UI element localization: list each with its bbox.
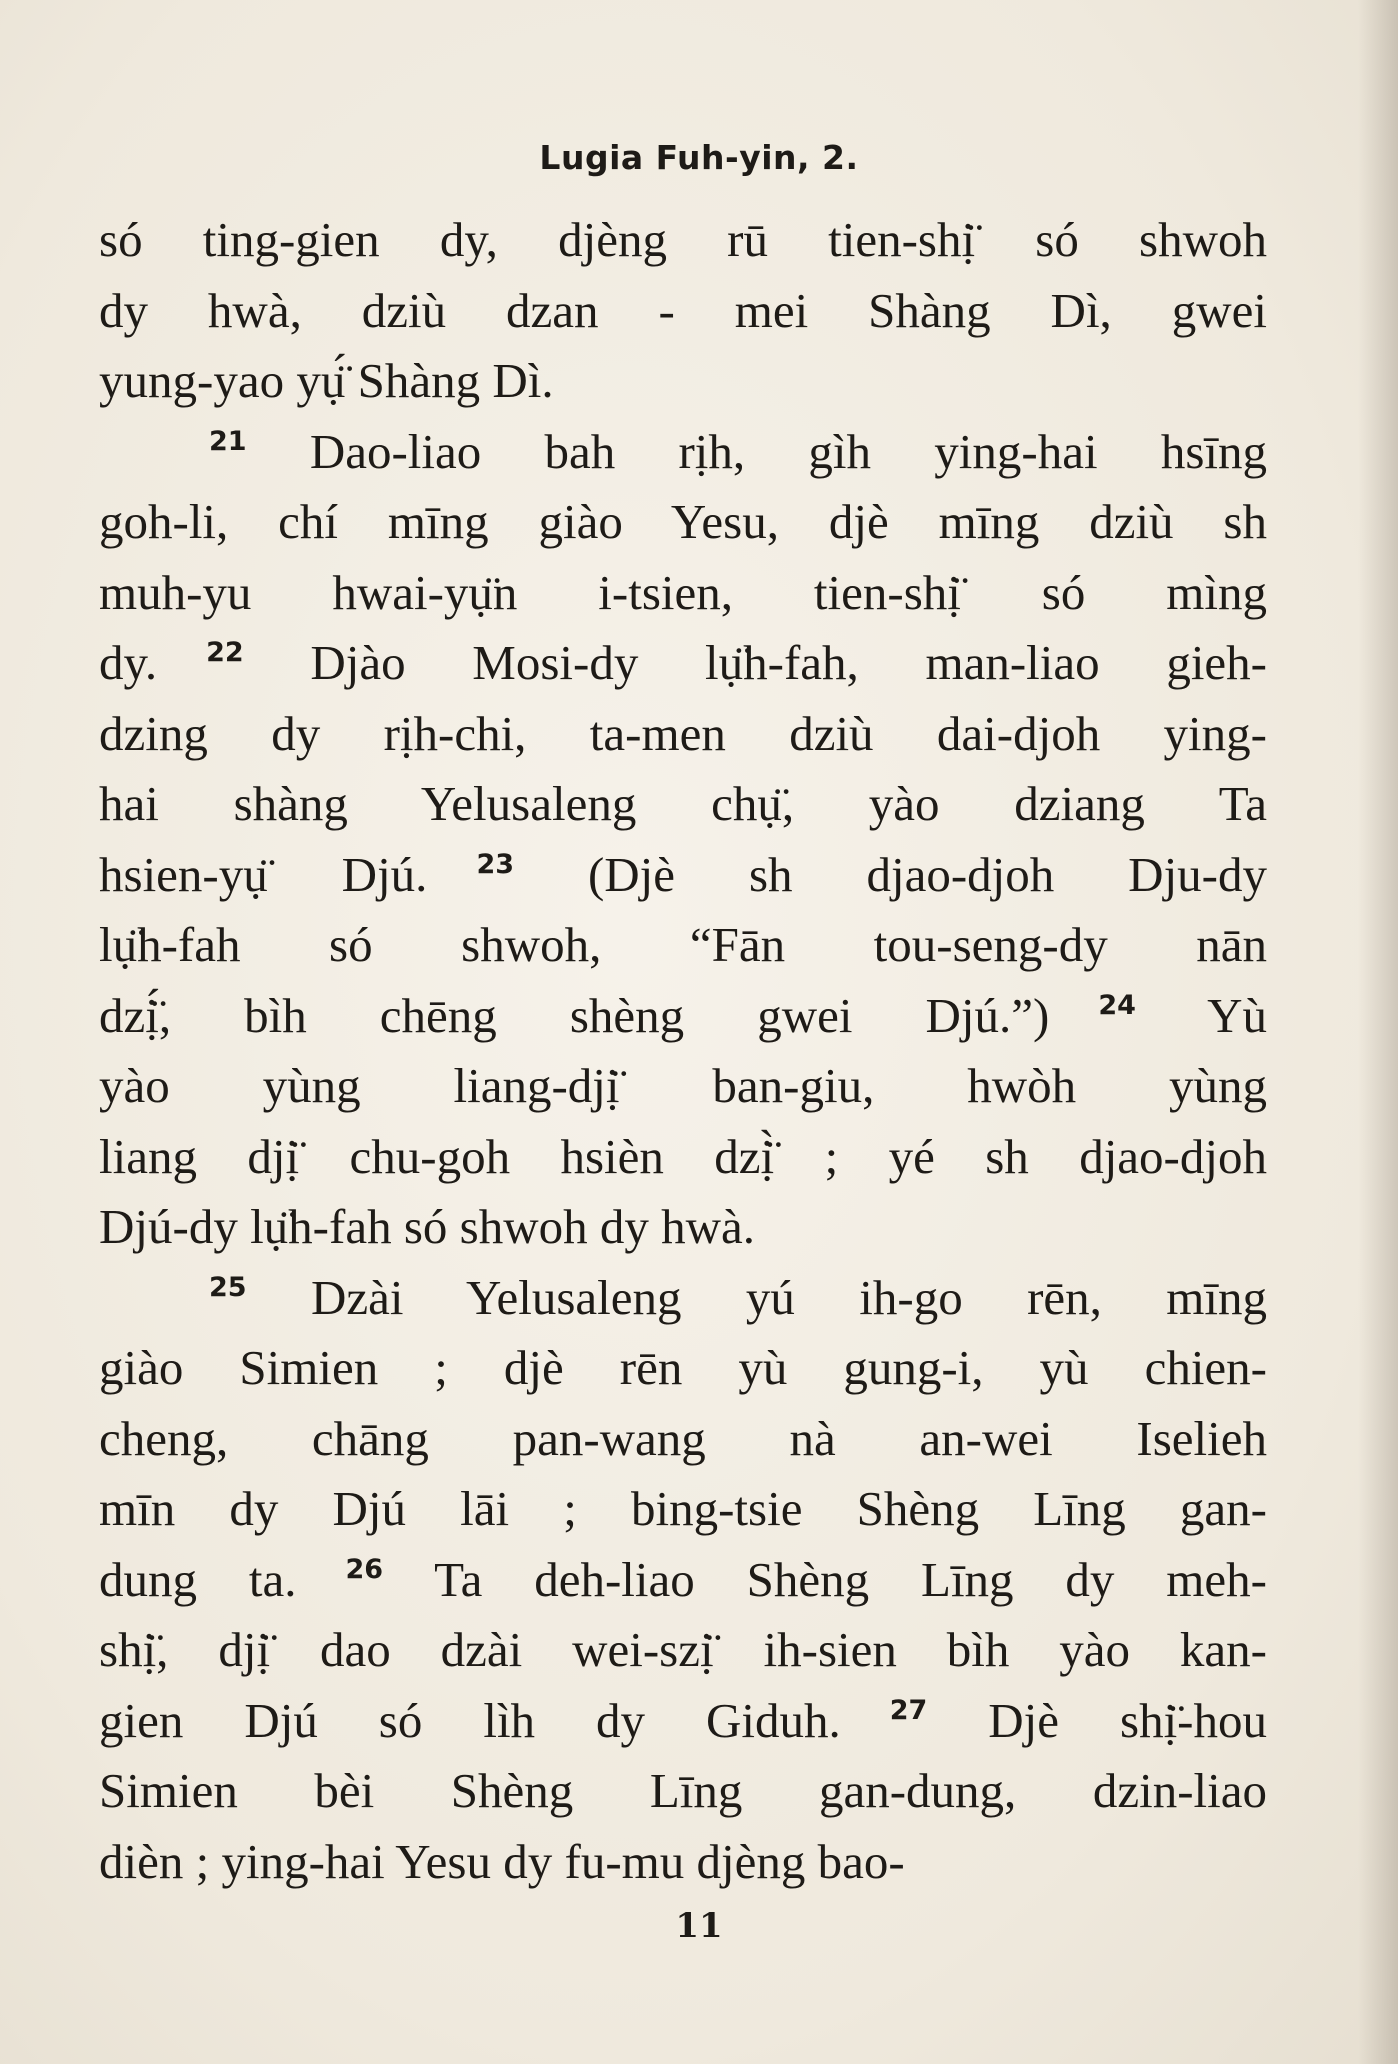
- line-text: gien Djú só lìh dy Giduh.: [99, 1692, 841, 1748]
- text-line: [99, 1192, 1267, 1263]
- line-text: Yù: [1207, 987, 1267, 1043]
- text-line: [99, 769, 1267, 840]
- line-text: yung-yao yụ̈́ Shàng Dì.: [99, 353, 554, 408]
- line-text: goh-li, chí mīng giào Yesu, djè mīng dziù sh: [99, 494, 1267, 549]
- text-line: [99, 910, 1267, 981]
- line-text: dy.: [99, 635, 158, 690]
- line-text: liang djị̈ chu-goh hsièn dzị̈̀ ; yé sh djao-djoh: [99, 1128, 1267, 1184]
- line-text: giào Simien ; djè rēn yù gung-i, yù chien-: [99, 1340, 1267, 1395]
- text-line: [99, 1686, 1267, 1757]
- line-text: dzing dy rịh-chi, ta-men dziù dai-djoh ying-: [99, 705, 1267, 761]
- line-text: Dao-liao bah rịh, gìh ying-hai hsīng: [309, 423, 1267, 479]
- line-text: Djào Mosi-dy lụ̈h-fah, man-liao gieh-: [310, 635, 1267, 690]
- text-line: [99, 1051, 1267, 1122]
- line-text: Simien bèi Shèng Līng gan-dung, dzin-liao: [99, 1763, 1267, 1818]
- line-text: dung ta.: [99, 1551, 297, 1607]
- text-line: [99, 1474, 1267, 1545]
- line-text: (Djè sh djao-djoh Dju-dy: [587, 846, 1267, 902]
- verse-number: 23: [476, 848, 515, 880]
- line-text: mīn dy Djú lāi ; bing-tsie Shèng Līng gan-: [99, 1481, 1267, 1536]
- text-line: [99, 346, 1267, 417]
- text-line: [99, 699, 1267, 770]
- line-text: dzị̈́, bìh chēng shèng gwei Djú.”): [99, 987, 1050, 1043]
- line-text: lụ̈h-fah só shwoh, “Fān tou-seng-dy nān: [99, 917, 1267, 972]
- verse-number: 27: [889, 1694, 928, 1726]
- text-line: [99, 417, 1267, 488]
- line-text: Dzài Yelusaleng yú ih-go rēn, mīng: [310, 1269, 1267, 1325]
- text-line: [99, 1333, 1267, 1404]
- verse-number: 21: [209, 425, 247, 457]
- line-text: Djè shị̈-hou: [988, 1692, 1267, 1748]
- text-line: [99, 1263, 1267, 1334]
- text-line: [99, 487, 1267, 558]
- page-number: 11: [675, 1906, 723, 1946]
- running-header: Lugia Fuh-yin, 2.: [539, 138, 859, 177]
- verse-number: 22: [206, 637, 244, 668]
- text-line: [99, 1756, 1267, 1827]
- text-line: [99, 1122, 1267, 1193]
- text-line: [99, 628, 1267, 699]
- line-text: shị̈, djị̈ dao dzài wei-szị̈ ih-sien bìh yào kan-: [99, 1622, 1267, 1677]
- line-text: muh-yu hwai-yụ̈n i-tsien, tien-shị̈ só mìng: [99, 564, 1267, 620]
- text-line: [99, 840, 1267, 911]
- line-text: Djú-dy lụ̈h-fah só shwoh dy hwà.: [99, 1199, 755, 1254]
- line-text: cheng, chāng pan-wang nà an-wei Iselieh: [99, 1410, 1267, 1466]
- line-text: dièn ; ying-hai Yesu dy fu-mu djèng bao-: [99, 1833, 905, 1889]
- text-line: [99, 1827, 1267, 1898]
- text-line: [99, 1404, 1267, 1475]
- text-line: [99, 558, 1267, 629]
- text-line: [99, 1615, 1267, 1686]
- line-text: hsien-yụ̈ Djú.: [99, 846, 428, 902]
- verse-number: 25: [209, 1271, 247, 1303]
- verse-number: 26: [345, 1553, 384, 1585]
- body-text: [99, 205, 1267, 1897]
- text-line: [99, 981, 1267, 1052]
- verse-number: 24: [1098, 989, 1136, 1021]
- text-line: [99, 205, 1267, 276]
- line-text: só ting-gien dy, djèng rū tien-shị̈ só shwoh: [99, 212, 1267, 267]
- line-text: Ta deh-liao Shèng Līng dy meh-: [434, 1551, 1267, 1607]
- line-text: yào yùng liang-djị̈ ban-giu, hwòh yùng: [99, 1058, 1267, 1113]
- line-text: dy hwà, dziù dzan - mei Shàng Dì, gwei: [99, 282, 1267, 338]
- line-text: hai shàng Yelusaleng chụ̈, yào dziang Ta: [99, 776, 1267, 831]
- text-line: [99, 276, 1267, 347]
- spine-shadow: [1358, 0, 1398, 2064]
- text-line: [99, 1545, 1267, 1616]
